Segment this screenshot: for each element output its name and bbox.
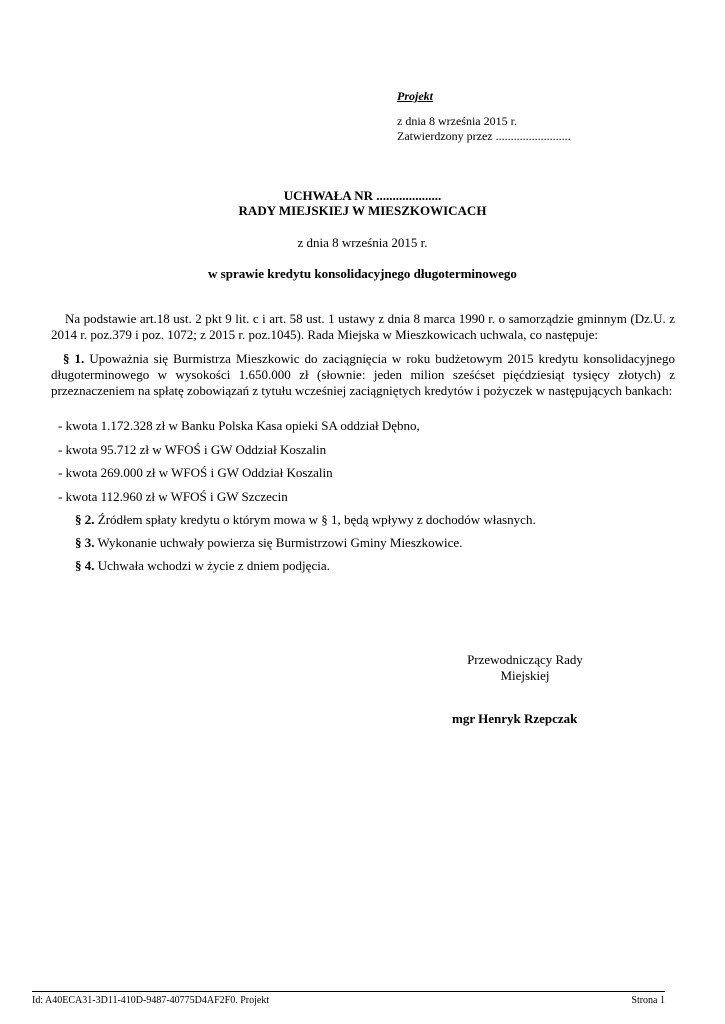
intro-text: Na podstawie art.18 ust. 2 pkt 9 lit. c i art. 58 ust. 1 ustawy z dnia 8 marca 1990 r. o samorządzie gminnym (Dz.U. z 2014 r. poz.379 i poz. 1072; z 2015 r. poz.1045). Rada Miejska w Mieszkowicach uchwala, co następuje: — [51, 311, 675, 342]
loan-item: - kwota 95.712 zł w WFOŚ i GW Oddział Koszalin — [58, 442, 327, 457]
header-approved: Zatwierdzony przez ......................... — [397, 129, 571, 143]
section-2-body: Źródłem spłaty kredytu o którym mowa w § 1, będą wpływy z dochodów własnych. — [94, 512, 536, 527]
resolution-subject: w sprawie kredytu konsolidacyjnego długoterminowego — [208, 266, 517, 281]
council-name: RADY MIEJSKIEJ W MIESZKOWICACH — [238, 203, 487, 218]
loan-item: - kwota 1.172.328 zł w Banku Polska Kasa opieki SA oddział Dębno, — [58, 418, 420, 433]
section-1-mark: § 1. — [63, 351, 85, 366]
footer-page-number: Strona 1 — [631, 995, 665, 1006]
section-1-text — [51, 351, 675, 399]
section-4-mark: § 4. — [75, 558, 95, 573]
resolution-date: z dnia 8 września 2015 r. — [297, 235, 428, 250]
signature-role-line2: Miejskiej — [500, 668, 550, 683]
section-2 — [75, 512, 536, 528]
section-1-body: Upoważnia się Burmistrza Mieszkowic do zaciągnięcia w roku budżetowym 2015 kredytu konsolidacyjnego długoterminowego w wysokości 1.650.000 zł (słownie: jeden milion sześćset pięćdziesiąt tysięcy złotych) z przeznaczeniem na spłatę zobowiązań z tytułu wcześniej zaciągniętych kredytów i pożyczek w następujących bankach: — [51, 351, 676, 398]
resolution-number: UCHWAŁA NR .................... — [283, 188, 442, 203]
section-4 — [75, 558, 330, 574]
section-1 — [51, 351, 675, 399]
projekt-label: Projekt — [397, 89, 433, 103]
loan-item: - kwota 112.960 zł w WFOŚ i GW Szczecin — [58, 489, 288, 504]
signature-name: mgr Henryk Rzepczak — [452, 711, 578, 726]
section-4-body: Uchwała wchodzi w życie z dniem podjęcia. — [94, 558, 330, 573]
section-3 — [75, 535, 462, 551]
footer-divider — [32, 991, 665, 992]
loan-item: - kwota 269.000 zł w WFOŚ i GW Oddział Koszalin — [58, 465, 333, 480]
header-date: z dnia 8 września 2015 r. — [397, 114, 517, 128]
section-2-mark: § 2. — [75, 512, 95, 527]
intro-paragraph — [51, 311, 675, 343]
header-block — [397, 88, 697, 144]
signature-role-line1: Przewodniczący Rady — [467, 652, 583, 667]
section-3-body: Wykonanie uchwały powierza się Burmistrzowi Gminy Mieszkowice. — [94, 535, 463, 550]
footer-document-id: Id: A40ECA31-3D11-410D-9487-40775D4AF2F0. Projekt — [32, 995, 270, 1006]
section-3-mark: § 3. — [75, 535, 95, 550]
